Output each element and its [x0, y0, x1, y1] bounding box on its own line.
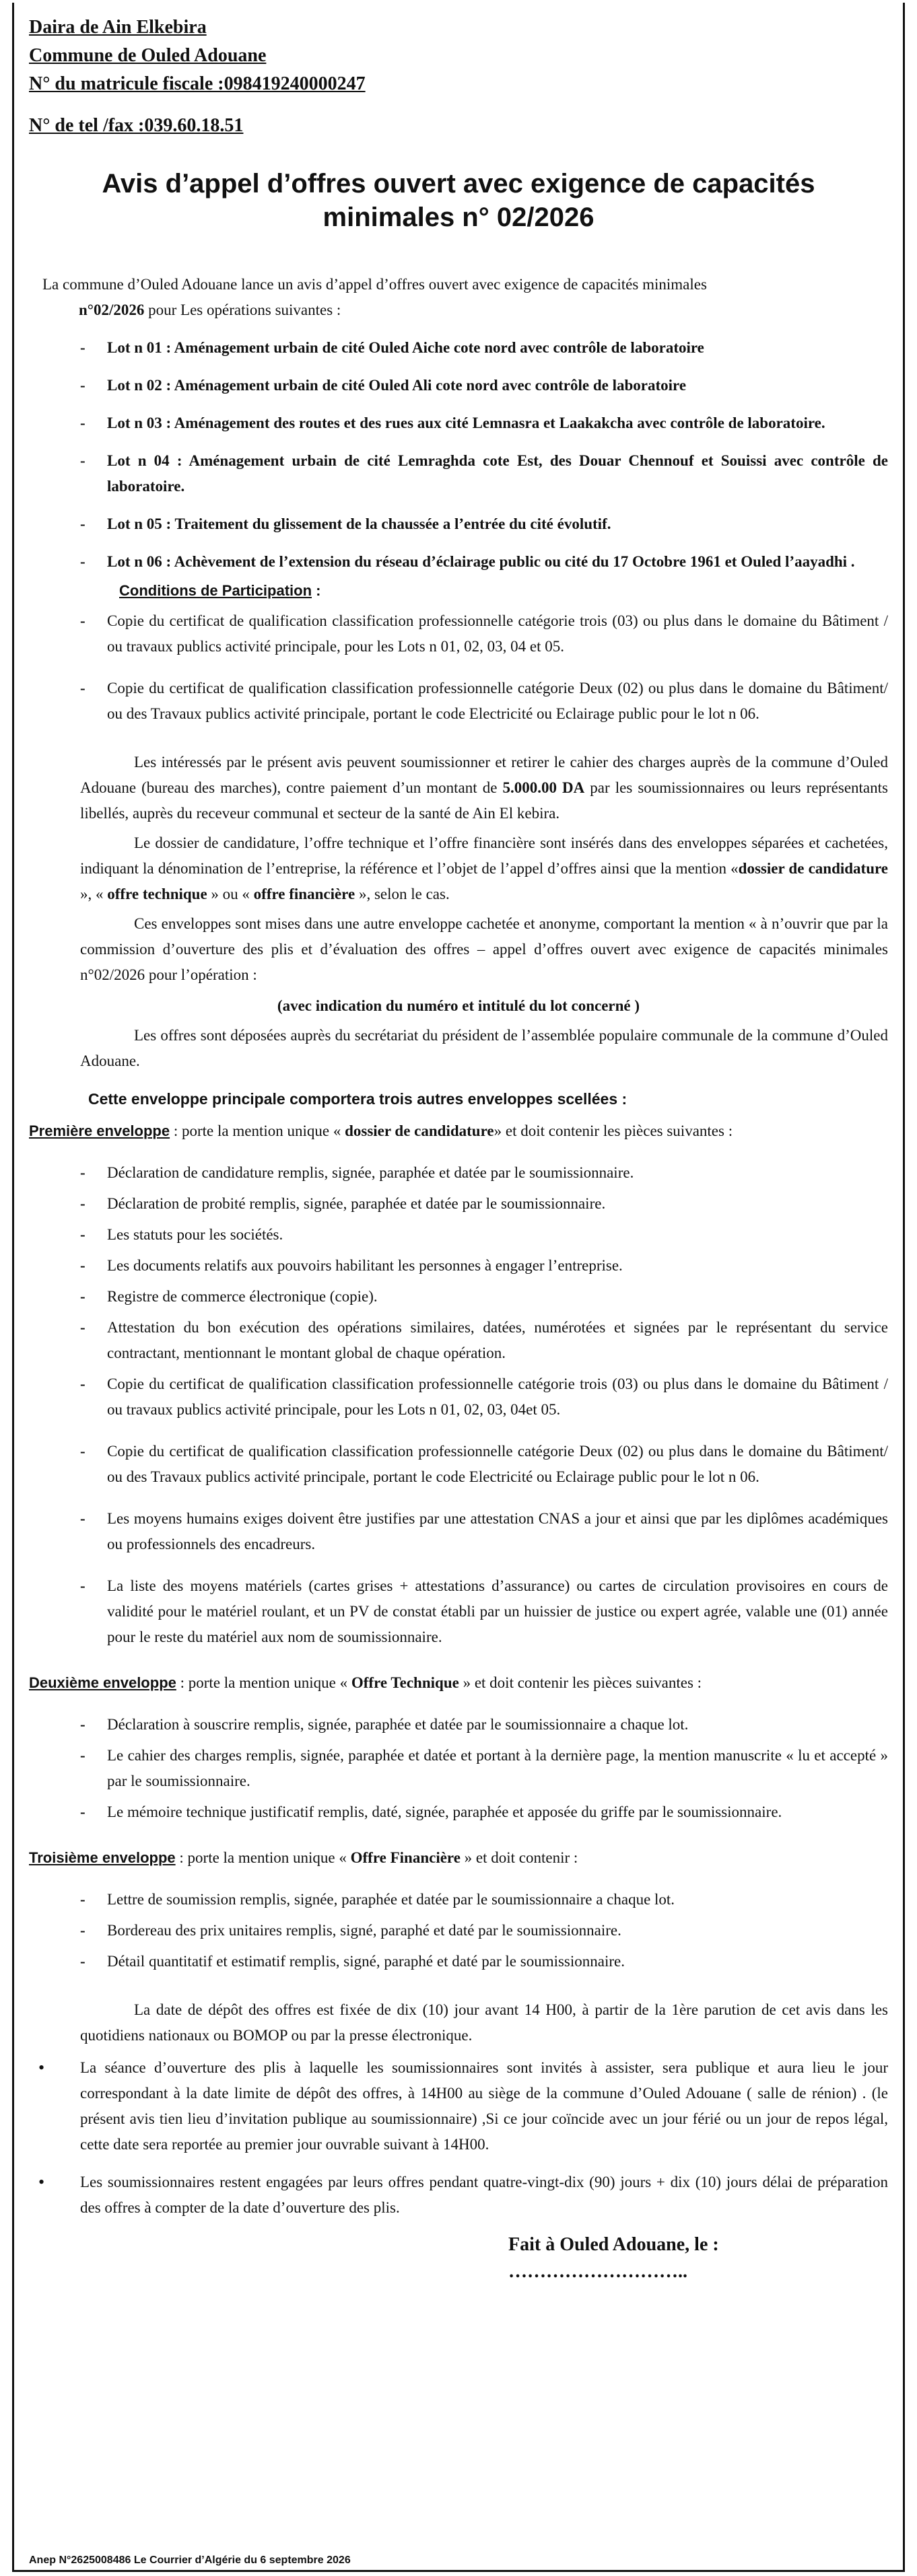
- deuxieme-text-1: : porte la mention unique «: [176, 1674, 351, 1691]
- final-bullets: [29, 2055, 888, 2221]
- intro-line-2: [79, 297, 888, 323]
- deuxieme-list: [29, 1712, 888, 1825]
- intro-ref: n°02/2026: [79, 301, 145, 318]
- conditions-title: Conditions de Participation: [119, 582, 312, 599]
- conditions-title-suffix: :: [312, 582, 321, 599]
- tel-label: N° de tel: [29, 115, 98, 136]
- retrait-amount: 5.000.00 DA: [502, 779, 585, 796]
- tel-value: /fax :039.60.18.51: [98, 115, 244, 136]
- dossier-sep-1: », «: [80, 886, 108, 902]
- troisieme-mention: Offre Financière: [350, 1849, 461, 1866]
- deuxieme-item: - Le mémoire technique justificatif remplis, daté, signée, paraphée et apposée du griffe par le soumissionnaire.: [29, 1799, 888, 1825]
- premiere-item: - Copie du certificat de qualification classification professionnelle catégorie Deux (02) ou plus dans le domaine du Bâtiment/ ou des Travaux publics activité principale, portant le code Electricité ou Eclairage public pour le lot n 06.: [29, 1439, 888, 1490]
- dossier-text-1: Le dossier de candidature, l’offre technique et l’offre financière sont insérés dans des enveloppes séparées et cachetées, indiquant la dénomination de l’entreprise, la référence et l’objet de l’appel d’offres ainsi que la mention «: [80, 834, 888, 877]
- premiere-item: - Les statuts pour les sociétés.: [29, 1222, 888, 1248]
- troisieme-list: [29, 1887, 888, 1974]
- troisieme-text-1: : porte la mention unique «: [175, 1849, 351, 1866]
- troisieme-label: Troisième enveloppe: [29, 1849, 176, 1866]
- anep-footer: Anep N°2625008486 Le Courrier d’Algérie du 6 septembre 2026: [29, 2554, 351, 2566]
- enveloppe-paragraph: Ces enveloppes sont mises dans une autre enveloppe cachetée et anonyme, comportant la mention « à n’ouvrir que par la commission d’ouverture des plis et d’évaluation des offres – appel d’offres ouvert avec exigence de capacités minimales n°02/2026 pour l’opération :: [80, 915, 888, 983]
- lots-list: [29, 335, 888, 575]
- lot-item: - Lot n 04 : Aménagement urbain de cité Lemraghda cote Est, des Douar Chennouf et Souissi avec contrôle de laboratoire.: [29, 448, 888, 499]
- premiere-text-2: » et doit contenir les pièces suivantes :: [494, 1122, 733, 1139]
- lot-item: - Lot n 01 : Aménagement urbain de cité Ouled Aiche cote nord avec contrôle de laboratoire: [29, 335, 888, 361]
- deuxieme-enveloppe-heading: [29, 1670, 888, 1696]
- notice-title: [29, 167, 888, 234]
- premiere-item: - Attestation du bon exécution des opérations similaires, datées, numérotées et signées par le représentant du service contractant, mentionnant le montant global de chaque opération.: [29, 1315, 888, 1366]
- intro-line-2-rest: pour Les opérations suivantes :: [144, 301, 341, 318]
- engages-bullet: • Les soumissionnaires restent engagées par leurs offres pendant quatre-vingt-dix (90) jours + dix (10) jours délai de préparation des offres à compter de la date d’ouverture des plis.: [29, 2170, 888, 2221]
- premiere-item: - Déclaration de candidature remplis, signée, paraphée et datée par le soumissionnaire.: [29, 1160, 888, 1186]
- premiere-item: - Les documents relatifs aux pouvoirs habilitant les personnes à engager l’entreprise.: [29, 1253, 888, 1279]
- dossier-mention-3: offre financière: [253, 886, 355, 902]
- title-line-2: minimales n° 02/2026: [322, 203, 595, 232]
- premiere-label: Première enveloppe: [29, 1122, 170, 1139]
- premiere-item: - La liste des moyens matériels (cartes grises + attestations d’assurance) ou cartes de circulation provisoires en cours de validité pour le matériel roulant, et un PV de constat établi par un huissier de justice ou expert agrée, valable une (01) année pour le reste du matériel aux nom de soumissionnaire.: [29, 1573, 888, 1650]
- lot-item: - Lot n 02 : Aménagement urbain de cité Ouled Ali cote nord avec contrôle de laboratoire: [29, 373, 888, 398]
- lot-item: - Lot n 03 : Aménagement des routes et des rues aux cité Lemnasra et Laakakcha avec contrôle de laboratoire.: [29, 410, 888, 436]
- indication-line: (avec indication du numéro et intitulé du lot concerné ): [277, 997, 640, 1014]
- deuxieme-item: - Déclaration à souscrire remplis, signée, paraphée et datée par le soumissionnaire a chaque lot.: [29, 1712, 888, 1738]
- intro-line-1: La commune d’Ouled Adouane lance un avis d’appel d’offres ouvert avec exigence de capacités minimales: [42, 276, 707, 293]
- troisieme-item: - Bordereau des prix unitaires remplis, signé, paraphé et daté par le soumissionnaire.: [29, 1918, 888, 1943]
- troisieme-text-2: » et doit contenir :: [460, 1849, 578, 1866]
- dossier-mention-1: dossier de candidature: [738, 860, 888, 877]
- premiere-list: [29, 1160, 888, 1650]
- troisieme-enveloppe-heading: [29, 1845, 888, 1871]
- intro-paragraph: [42, 272, 888, 297]
- header-telephone: [29, 112, 888, 140]
- dossier-text-2: », selon le cas.: [355, 886, 450, 902]
- troisieme-item: - Détail quantitatif et estimatif remplis, signé, paraphé et daté par le soumissionnaire.: [29, 1949, 888, 1974]
- signoff-line: Fait à Ouled Adouane, le : ………………………..: [508, 2234, 719, 2282]
- notice-page: [12, 3, 905, 2572]
- premiere-text-1: : porte la mention unique «: [170, 1122, 345, 1139]
- troisieme-item: - Lettre de soumission remplis, signée, paraphée et datée par le soumissionnaire a chaque lot.: [29, 1887, 888, 1912]
- premiere-mention: dossier de candidature: [345, 1122, 494, 1139]
- lot-item: - Lot n 06 : Achèvement de l’extension du réseau d’éclairage public ou cité du 17 Octobre 1961 et Ouled l’aayadhi .: [29, 549, 888, 575]
- premiere-enveloppe-heading: [29, 1118, 888, 1144]
- main-envelope-heading: Cette enveloppe principale comportera trois autres enveloppes scellées :: [88, 1090, 627, 1108]
- conditions-list: [29, 608, 888, 727]
- retrait-text-2: par les soumissionnaires ou leurs représentants libellés, auprès du receveur communal et secteur de la santé de Ain El kebira.: [80, 779, 888, 822]
- premiere-item: - Les moyens humains exiges doivent être justifies par une attestation CNAS a jour et ainsi que par les diplômes académiques ou professionnels des encadreurs.: [29, 1506, 888, 1557]
- lot-item: - Lot n 05 : Traitement du glissement de la chaussée a l’entrée du cité évolutif.: [29, 511, 888, 537]
- dossier-paragraph: [80, 830, 888, 907]
- date-depot-paragraph: La date de dépôt des offres est fixée de dix (10) jour avant 14 H00, à partir de la 1ère parution de cet avis dans les quotidiens nationaux ou BOMOP ou par la presse électronique.: [80, 2001, 888, 2044]
- dossier-sep-2: » ou «: [207, 886, 254, 902]
- seance-bullet: • La séance d’ouverture des plis à laquelle les soumissionnaires sont invités à assister, sera publique et aura lieu le jour correspondant à la date limite de dépôt des offres, à 14H00 au siège de la commune d’Ouled Adouane ( salle de rénion) . (le présent avis tien lieu d’invitation publique au soumissionnaire) ,Si ce jour coïncide avec un jour férié ou un jour de repos légal, cette date sera reportée au premier jour ouvrable suivant à 14H00.: [29, 2055, 888, 2157]
- premiere-item: - Registre de commerce électronique (copie).: [29, 1284, 888, 1310]
- dossier-mention-2: offre technique: [107, 886, 207, 902]
- premiere-item: - Déclaration de probité remplis, signée, paraphée et datée par le soumissionnaire.: [29, 1191, 888, 1217]
- depot-paragraph: Les offres sont déposées auprès du secrétariat du président de l’assemblée populaire communale de la commune d’Ouled Adouane.: [80, 1027, 888, 1069]
- title-line-1: Avis d’appel d’offres ouvert avec exigence de capacités: [102, 169, 815, 199]
- deuxieme-label: Deuxième enveloppe: [29, 1674, 176, 1691]
- premiere-item: - Copie du certificat de qualification classification professionnelle catégorie trois (03) ou plus dans le domaine du Bâtiment / ou travaux publics activité principale, pour les Lots n 01, 02, 03, 04et 05.: [29, 1371, 888, 1423]
- condition-item: - Copie du certificat de qualification classification professionnelle catégorie trois (03) ou plus dans le domaine du Bâtiment / ou travaux publics activité principale, pour les Lots n 01, 02, 03, 04 et 05.: [29, 608, 888, 659]
- header-matricule: N° du matricule fiscale :098419240000247: [29, 73, 366, 94]
- deuxieme-text-2: » et doit contenir les pièces suivantes :: [458, 1674, 702, 1691]
- retrait-paragraph: [80, 750, 888, 826]
- header-commune: Commune de Ouled Adouane: [29, 45, 267, 66]
- notice-content: [29, 3, 888, 2550]
- deuxieme-item: - Le cahier des charges remplis, signée, paraphée et datée et portant à la dernière page, la mention manuscrite « lu et accepté » par le soumissionnaire.: [29, 1743, 888, 1794]
- retrait-text-1: Les intéressés par le présent avis peuvent soumissionner et retirer le cahier des charges auprès de la commune d’Ouled Adouane (bureau des marches), contre paiement d’un montant de: [80, 754, 888, 796]
- condition-item: - Copie du certificat de qualification classification professionnelle catégorie Deux (02) ou plus dans le domaine du Bâtiment/ ou des Travaux publics activité principale, portant le code Electricité ou Eclairage public pour le lot n 06.: [29, 676, 888, 727]
- conditions-heading: [119, 579, 888, 603]
- deuxieme-mention: Offre Technique: [351, 1674, 459, 1691]
- header-daira: Daira de Ain Elkebira: [29, 17, 207, 38]
